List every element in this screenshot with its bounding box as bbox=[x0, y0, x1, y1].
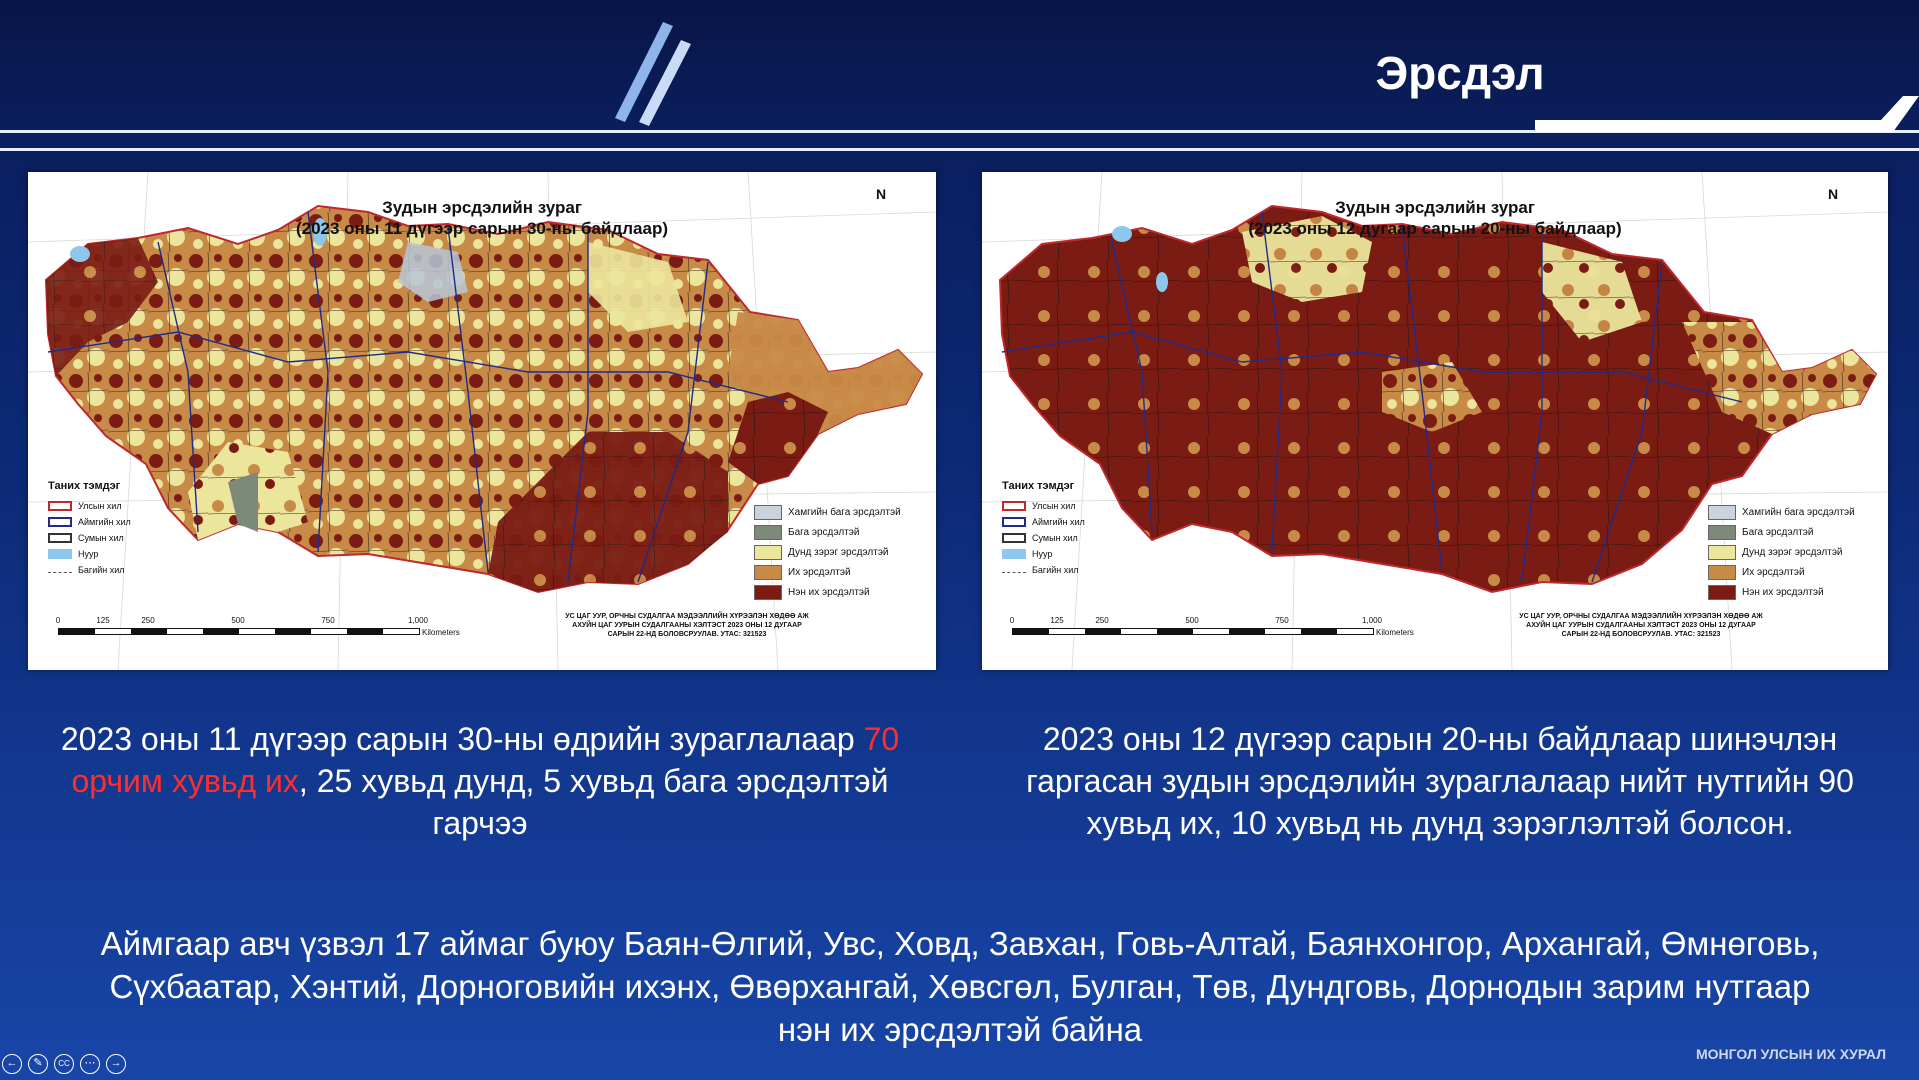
summary-text: Аймгаар авч үзвэл 17 аймаг буюу Баян-Өлгий, Увс, Ховд, Завхан, Говь-Алтай, Баянхонгор, Архангай, Өмнөговь, Сүхбаатар, Хэнтий, Дорноговийн ихэнх, Өвөрхангай, Хөвсгөл, Булган, Төв, Дундговь, Дорнодын зарим нутгаар нэн их эрсдэлтэй байна bbox=[100, 925, 1820, 1048]
legend-label: Улсын хил bbox=[78, 501, 122, 511]
risk-class-swatch bbox=[1708, 545, 1736, 560]
scale-bar bbox=[1009, 616, 1414, 646]
legend-item bbox=[1002, 514, 1085, 530]
legend-item bbox=[48, 530, 131, 546]
legend bbox=[48, 480, 131, 578]
legend-swatch bbox=[1002, 517, 1026, 527]
scale-tick-label: 750 bbox=[1275, 616, 1289, 625]
risk-class-swatch bbox=[1708, 565, 1736, 580]
caption-dec20: 2023 оны 12 дүгээр сарын 20-ны байдлаар шинэчлэн гаргасан зудын эрсдэлийн зураглалаар нийт нутгийн 90 хувьд их, 10 хувьд нь дунд зэрэглэлтэй болсон. bbox=[1026, 721, 1854, 841]
legend-item bbox=[48, 514, 131, 530]
scale-unit: Kilometers bbox=[422, 628, 460, 637]
risk-class-item bbox=[754, 562, 901, 582]
logo-slash-icon bbox=[615, 22, 705, 132]
risk-map-dec20 bbox=[982, 172, 1888, 670]
scale-tick-label: 250 bbox=[1095, 616, 1109, 625]
scale-tick-label: 750 bbox=[321, 616, 335, 625]
risk-class-item bbox=[1708, 582, 1855, 602]
risk-class-label: Бага эрсдэлтэй bbox=[1742, 526, 1814, 538]
risk-class-label: Дунд зэрэг эрсдэлтэй bbox=[788, 546, 889, 558]
caption-nov30 bbox=[60, 718, 900, 844]
risk-class-legend bbox=[1708, 502, 1855, 602]
legend-swatch bbox=[48, 549, 72, 559]
more-icon[interactable]: ⋯ bbox=[80, 1054, 100, 1074]
risk-class-label: Бага эрсдэлтэй bbox=[788, 526, 860, 538]
scale-tick-label: 500 bbox=[1185, 616, 1199, 625]
scale-bar bbox=[55, 616, 460, 646]
scale-bar-graphic bbox=[1012, 628, 1374, 635]
legend-item bbox=[1002, 562, 1085, 578]
legend-swatch bbox=[1002, 549, 1026, 559]
caption-text: 2023 оны 11 дүгээр сарын 30-ны өдрийн зураглалаар bbox=[60, 721, 864, 757]
legend-label: Нуур bbox=[78, 549, 99, 559]
risk-class-swatch bbox=[754, 525, 782, 540]
legend-item bbox=[1002, 498, 1085, 514]
header-divider-lower bbox=[0, 148, 1919, 151]
risk-class-swatch bbox=[1708, 525, 1736, 540]
legend-label: Багийн хил bbox=[1032, 565, 1079, 575]
legend-item bbox=[1002, 546, 1085, 562]
map-title: Зудын эрсдэлийн зураг (2023 оны 11 дүгээр сарын 30-ны байдлаар) bbox=[295, 198, 669, 238]
legend-label: Аймгийн хил bbox=[1032, 517, 1085, 527]
legend-swatch bbox=[1002, 533, 1026, 543]
risk-class-item bbox=[754, 542, 901, 562]
risk-class-label: Хамгийн бага эрсдэлтэй bbox=[1742, 506, 1855, 518]
legend-item bbox=[1002, 530, 1085, 546]
risk-class-legend bbox=[754, 502, 901, 602]
map-title: Зудын эрсдэлийн зураг (2023 оны 12 дугаар сарын 20-ны байдлаар) bbox=[1248, 198, 1622, 238]
scale-tick-label: 125 bbox=[96, 616, 110, 625]
scale-tick-label: 0 bbox=[1009, 616, 1015, 625]
legend-swatch bbox=[48, 567, 72, 573]
north-arrow-icon: N bbox=[1828, 186, 1839, 202]
risk-class-item bbox=[1708, 542, 1855, 562]
caption-highlight: 70 орчим хувьд их bbox=[71, 721, 900, 799]
risk-class-item bbox=[1708, 562, 1855, 582]
map-credit: УС ЦАГ УУР, ОРЧНЫ СУДАЛГАА МЭДЭЭЛЛИЙН ХҮРЭЭЛЭН ХӨДӨӨ АЖ АХУЙН ЦАГ УУРЫН СУДАЛГААНЫ ХЭЛТЭСТ 2023 ОНЫ 12 ДУГААР САРЫН 22-НД БОЛОВСРУУЛАВ. УТАС: 321523 bbox=[565, 613, 809, 638]
map-credit: УС ЦАГ УУР, ОРЧНЫ СУДАЛГАА МЭДЭЭЛЛИЙН ХҮРЭЭЛЭН ХӨДӨӨ АЖ АХУЙН ЦАГ УУРЫН СУДАЛГААНЫ ХЭЛТЭСТ 2023 ОНЫ 12 ДУГААР САРЫН 22-НД БОЛОВСРУУЛАВ. УТАС: 321523 bbox=[1519, 613, 1763, 638]
risk-class-swatch bbox=[754, 565, 782, 580]
slide-controls bbox=[2, 1054, 126, 1074]
risk-class-item bbox=[754, 522, 901, 542]
risk-class-label: Нэн их эрсдэлтэй bbox=[1742, 586, 1824, 598]
scale-tick-label: 0 bbox=[55, 616, 61, 625]
risk-map-nov30 bbox=[28, 172, 936, 670]
legend-item bbox=[48, 546, 131, 562]
risk-class-item bbox=[1708, 502, 1855, 522]
risk-class-item bbox=[1708, 522, 1855, 542]
scale-unit: Kilometers bbox=[1376, 628, 1414, 637]
scale-tick-label: 500 bbox=[231, 616, 245, 625]
legend-item bbox=[48, 498, 131, 514]
risk-class-label: Их эрсдэлтэй bbox=[788, 566, 851, 578]
legend-label: Сумын хил bbox=[78, 533, 124, 543]
legend-label: Нуур bbox=[1032, 549, 1053, 559]
risk-class-item bbox=[754, 502, 901, 522]
cc-icon[interactable]: CC bbox=[54, 1054, 74, 1074]
scale-tick-label: 125 bbox=[1050, 616, 1064, 625]
pen-icon[interactable]: ✎ bbox=[28, 1054, 48, 1074]
next-icon[interactable]: → bbox=[106, 1054, 126, 1074]
north-arrow-icon: N bbox=[876, 186, 887, 202]
risk-class-label: Хамгийн бага эрсдэлтэй bbox=[788, 506, 901, 518]
legend-rows bbox=[1002, 498, 1085, 578]
legend-label: Улсын хил bbox=[1032, 501, 1076, 511]
page-title: Эрсдэл bbox=[1375, 47, 1545, 99]
footer-brand: МОНГОЛ УЛСЫН ИХ ХУРАЛ bbox=[1696, 1046, 1887, 1062]
legend-swatch bbox=[48, 501, 72, 511]
legend bbox=[1002, 480, 1085, 578]
risk-class-swatch bbox=[1708, 505, 1736, 520]
risk-class-label: Дунд зэрэг эрсдэлтэй bbox=[1742, 546, 1843, 558]
legend-swatch bbox=[1002, 567, 1026, 573]
risk-class-label: Нэн их эрсдэлтэй bbox=[788, 586, 870, 598]
prev-icon[interactable]: ← bbox=[2, 1054, 22, 1074]
risk-class-swatch bbox=[754, 585, 782, 600]
risk-class-swatch bbox=[754, 505, 782, 520]
risk-class-label: Их эрсдэлтэй bbox=[1742, 566, 1805, 578]
legend-title: Таних тэмдэг bbox=[48, 480, 121, 492]
scale-tick-label: 250 bbox=[141, 616, 155, 625]
scale-tick-label: 1,000 bbox=[1361, 616, 1383, 625]
legend-label: Багийн хил bbox=[78, 565, 125, 575]
legend-swatch bbox=[48, 533, 72, 543]
risk-class-swatch bbox=[754, 545, 782, 560]
caption-text-end: , 25 хувьд дунд, 5 хувьд бага эрсдэлтэй гарчээ bbox=[298, 763, 889, 841]
title-underline bbox=[1535, 92, 1919, 136]
legend-item bbox=[48, 562, 131, 578]
risk-class-item bbox=[754, 582, 901, 602]
scale-bar-graphic bbox=[58, 628, 420, 635]
risk-class-swatch bbox=[1708, 585, 1736, 600]
scale-tick-label: 1,000 bbox=[407, 616, 429, 625]
legend-title: Таних тэмдэг bbox=[1002, 480, 1075, 492]
legend-rows bbox=[48, 498, 131, 578]
legend-swatch bbox=[48, 517, 72, 527]
legend-label: Аймгийн хил bbox=[78, 517, 131, 527]
legend-label: Сумын хил bbox=[1032, 533, 1078, 543]
legend-swatch bbox=[1002, 501, 1026, 511]
